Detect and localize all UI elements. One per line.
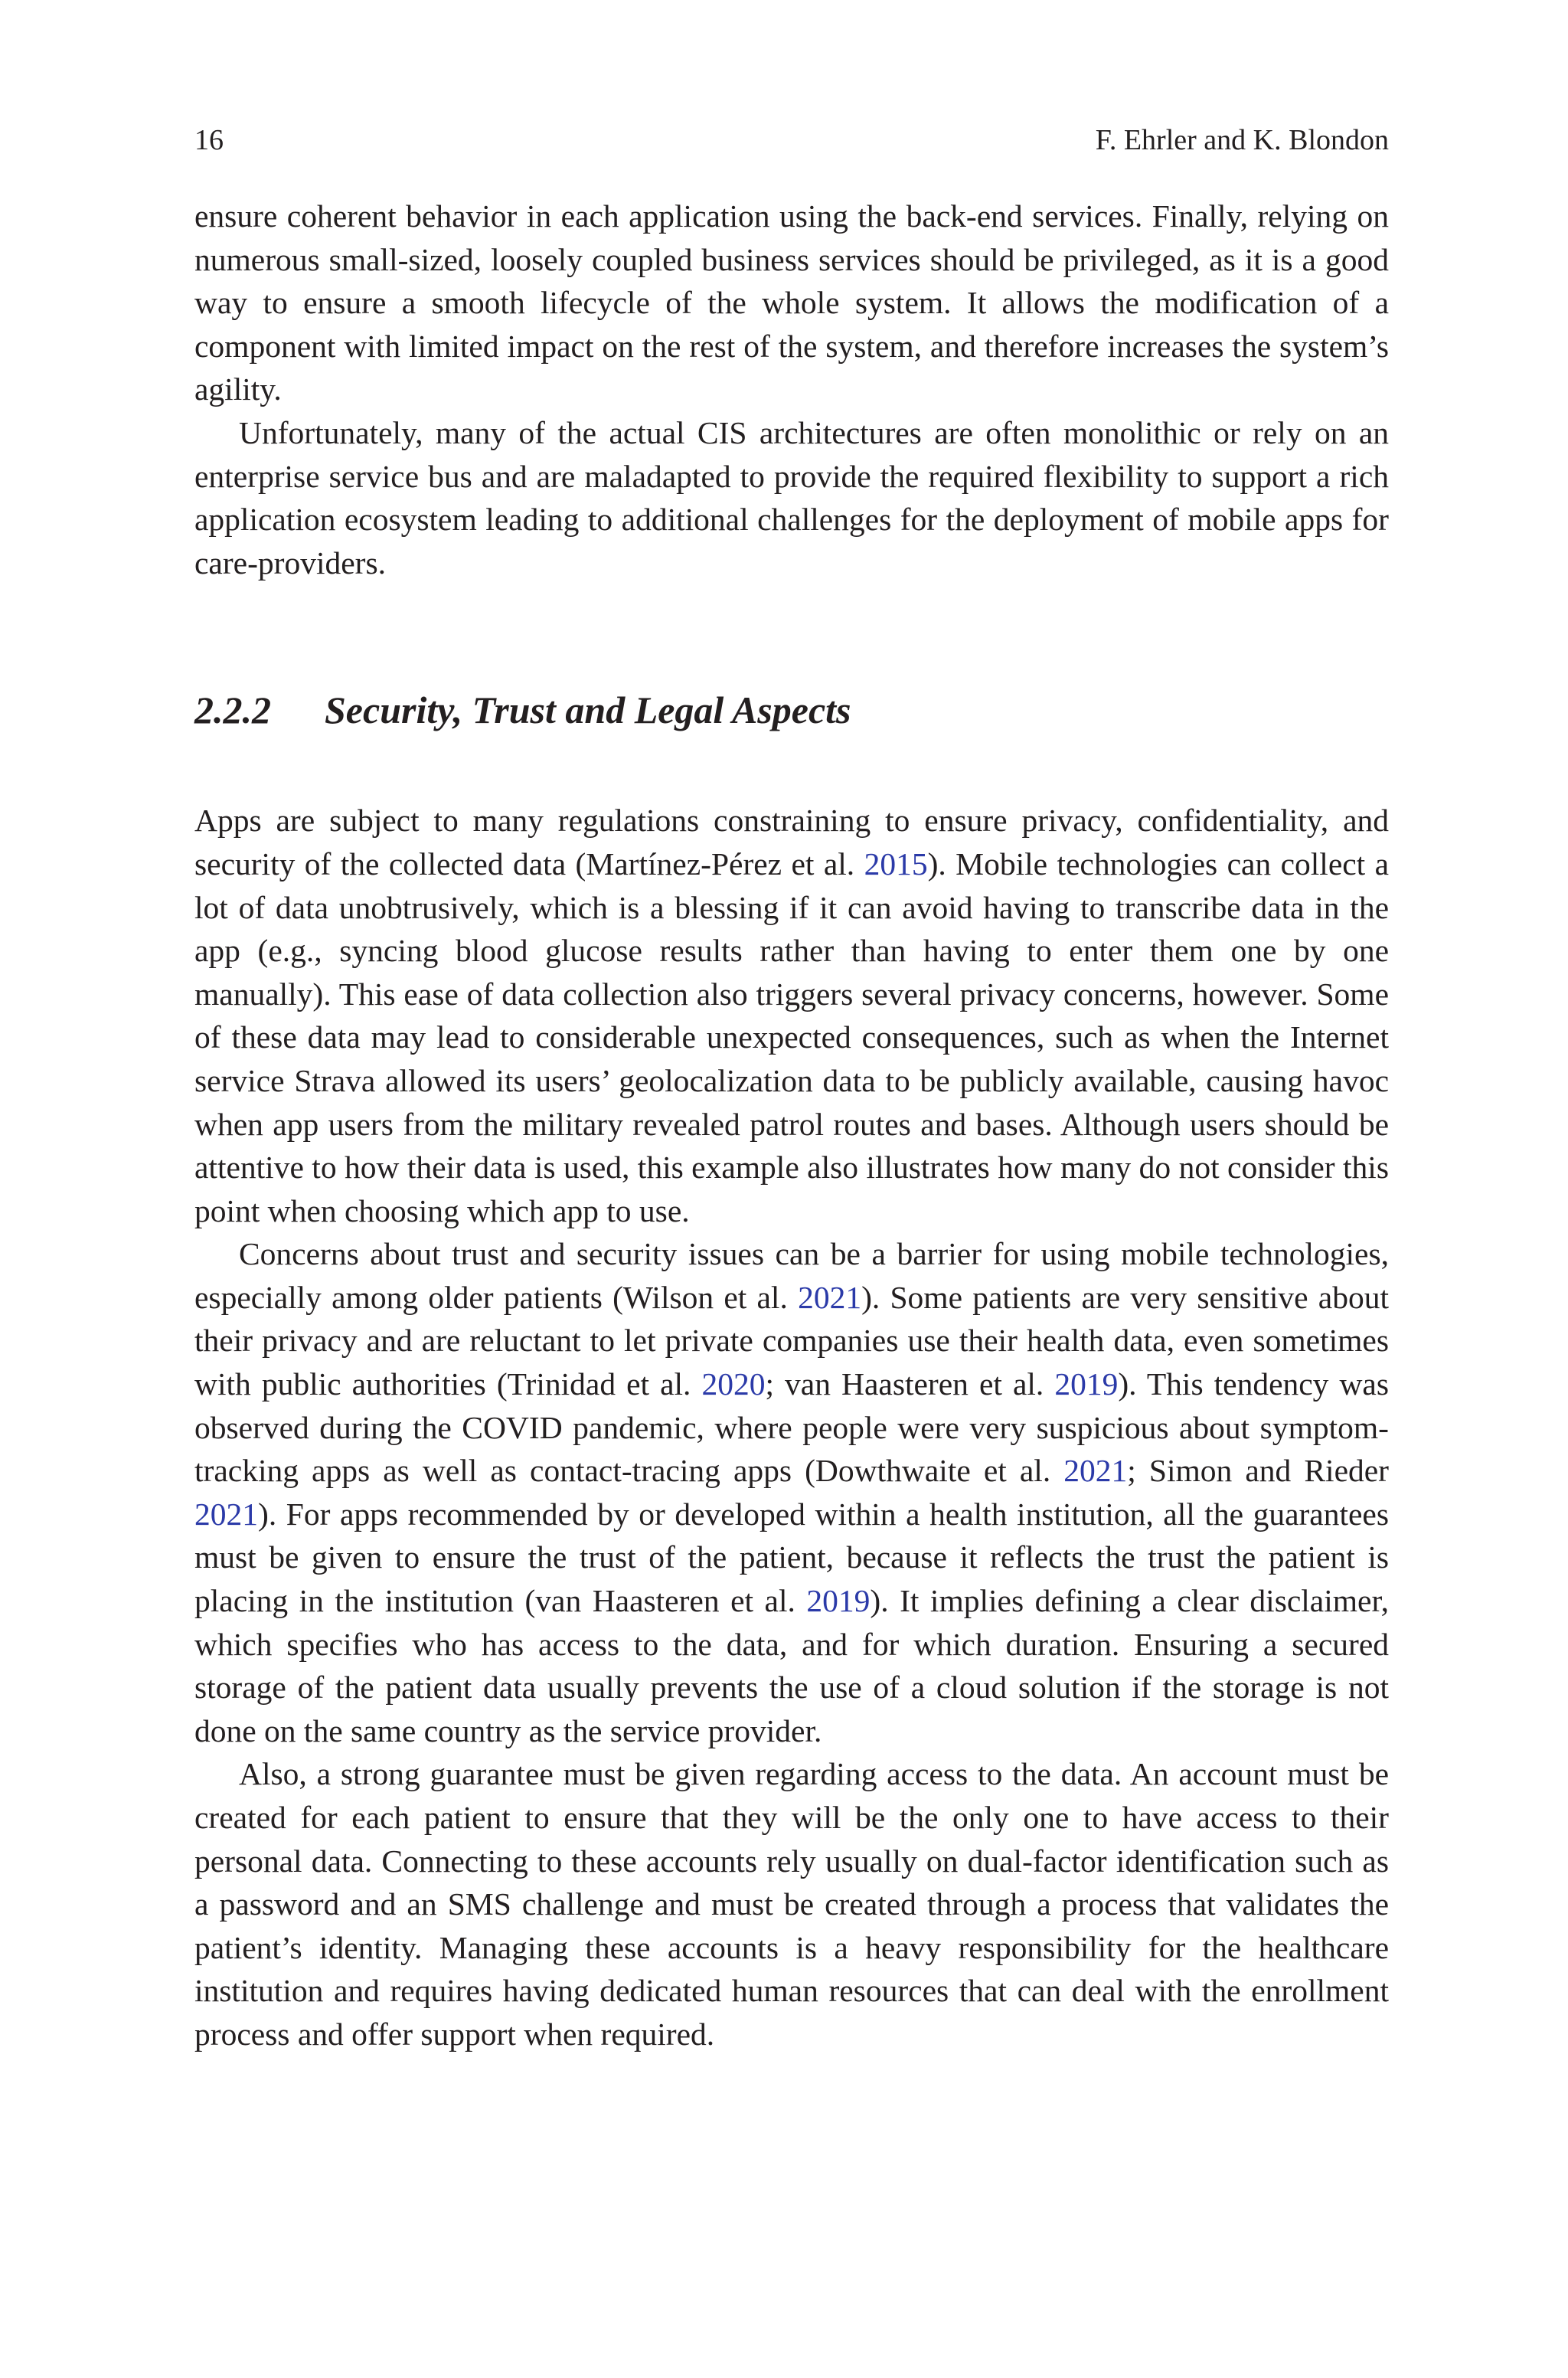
paragraph: Also, a strong guarantee must be given regarding access to the data. An account must be created for each patient to ensure that they will be the only one to have access to their personal data. Connecting to these accounts rely usually on dual-factor identification such as a password and an SMS challenge and must be created through a process that validates the patient’s identity. Managing these accounts is a heavy responsibility for the healthcare institution and requires having dedicated human resources that can deal with the enrollment process and offer support when required. bbox=[194, 1756, 1389, 2052]
paragraph bbox=[194, 799, 1389, 1232]
running-head-authors: F. Ehrler and K. Blondon bbox=[1095, 124, 1389, 156]
section-number: 2.2.2 bbox=[194, 689, 271, 732]
citation-link[interactable]: 2019 bbox=[1054, 1366, 1119, 1402]
citation-link[interactable]: 2021 bbox=[194, 1496, 258, 1532]
section-body bbox=[194, 799, 1389, 2056]
text-run: ). This tendency was observed during the COVID pandemic, where people were very suspicious about symptom-tracking apps as well as contact-tracing apps (Dowthwaite et al. bbox=[194, 1366, 1390, 1489]
paragraph: ensure coherent behavior in each application using the back-end services. Finally, relying on numerous small-sized, loosely coupled business services should be privileged, as it is a good way to ensure a smooth lifecycle of the whole system. It allows the modification of a component with limited impact on the rest of the system, and therefore increases the system’s agility. bbox=[194, 198, 1389, 407]
paragraph: Unfortunately, many of the actual CIS architectures are often monolithic or rely on an enterprise service bus and are maladapted to provide the required flexibility to support a rich application ecosystem leading to additional challenges for the deployment of mobile apps for care-providers. bbox=[194, 414, 1389, 581]
section-title: Security, Trust and Legal Aspects bbox=[325, 689, 851, 732]
page-number: 16 bbox=[194, 124, 224, 156]
citation-link[interactable]: 2019 bbox=[806, 1583, 871, 1619]
section-continued-text bbox=[194, 195, 1389, 584]
paragraph bbox=[194, 1232, 1389, 1752]
running-head bbox=[194, 123, 1389, 158]
citation-link[interactable]: 2021 bbox=[798, 1279, 862, 1315]
text-run: ; van Haasteren et al. bbox=[765, 1366, 1055, 1402]
section-heading bbox=[194, 687, 1389, 733]
citation-link[interactable]: 2020 bbox=[701, 1366, 766, 1402]
text-run: Apps are subject to many regulations constraining to ensure privacy, confidentiality, and security of the collected data (Martínez-Pérez et al. bbox=[194, 803, 1389, 882]
text-run: ; Simon and Rieder bbox=[1127, 1453, 1389, 1489]
citation-link[interactable]: 2015 bbox=[864, 846, 928, 882]
page bbox=[194, 123, 1389, 2056]
citation-link[interactable]: 2021 bbox=[1063, 1453, 1128, 1489]
text-run: ). It implies defining a clear disclaimer, which specifies who has access to the data, and for which duration. Ensuring a secured storage of the patient data usually prevents the use of a cloud solution if the storage is not done on the same country as the service provider. bbox=[194, 1583, 1389, 1748]
text-run: ). Mobile technologies can collect a lot of data unobtrusively, which is a blessing if it can avoid having to transcribe data in the app (e.g., syncing blood glucose results rather than having to enter them one by one manually). This ease of data collection also triggers several privacy concerns, however. Some of these data may lead to considerable unexpected consequences, such as when the Internet service Strava allowed its users’ geolocalization data to be publicly available, causing havoc when app users from the military revealed patrol routes and bases. Although users should be attentive to how their data is used, this example also illustrates how many do not consider this point when choosing which app to use. bbox=[194, 846, 1389, 1228]
text-run: Concerns about trust and security issues can be a barrier for using mobile technologies, especially among older patients (Wilson et al. bbox=[194, 1236, 1389, 1315]
text-run: ). For apps recommended by or developed within a health institution, all the guarantees must be given to ensure the trust of the patient, because it reflects the trust the patient is placing in the institution (van Haasteren et al. bbox=[194, 1496, 1389, 1619]
text-run: ). Some patients are very sensitive about their privacy and are reluctant to let private companies use their health data, even sometimes with public authorities (Trinidad et al. bbox=[194, 1279, 1390, 1402]
